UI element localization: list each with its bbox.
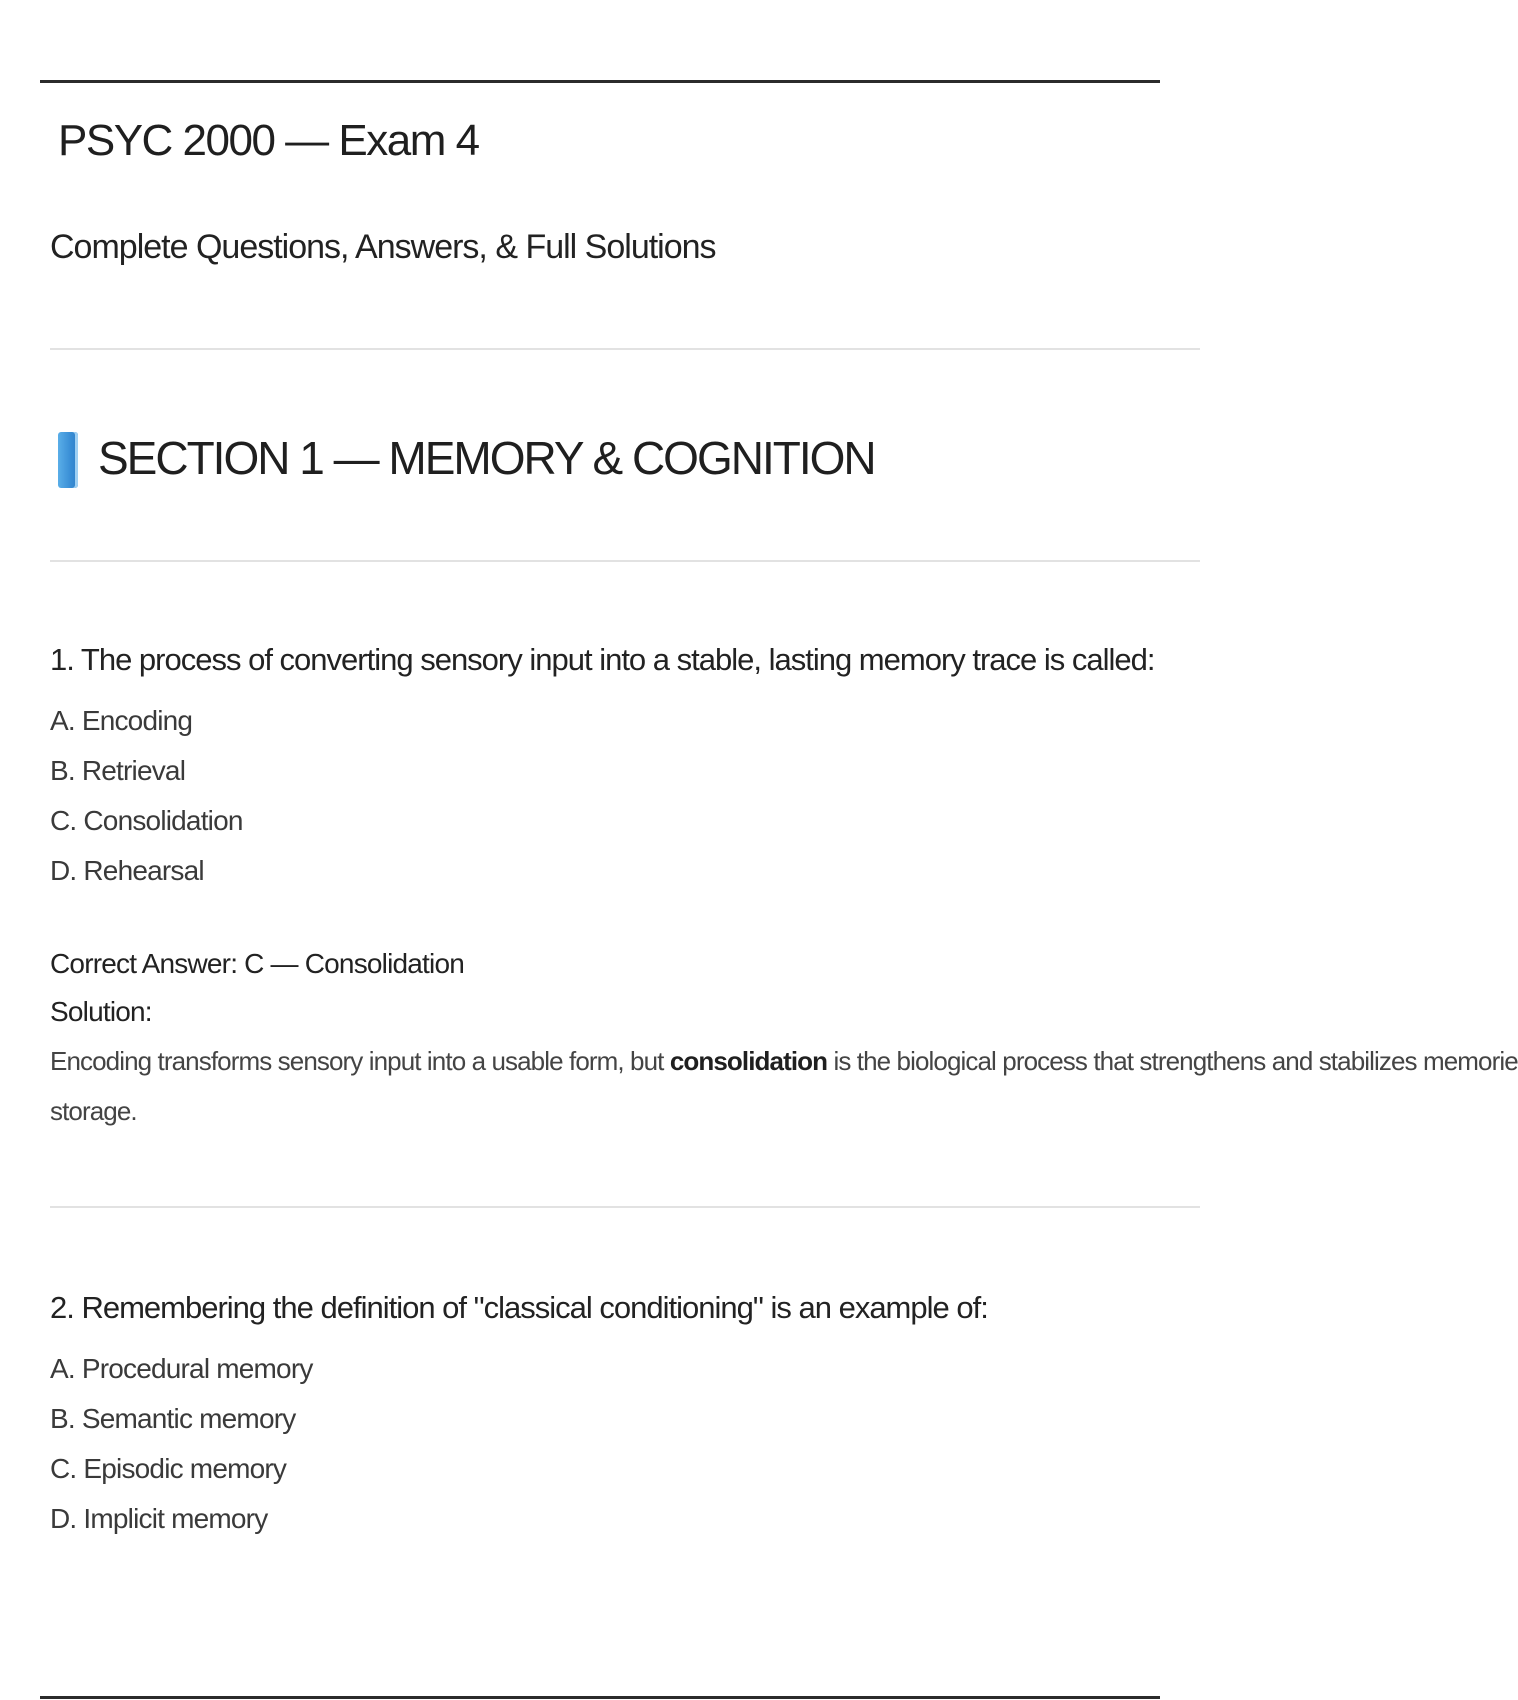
option-c: C. Episodic memory: [50, 1453, 287, 1484]
solution-text-pre: Encoding transforms sensory input into a usable form, but: [50, 1046, 670, 1076]
section-heading: [58, 430, 875, 486]
divider: [50, 1206, 1200, 1208]
question-2: [50, 1290, 1200, 1544]
solution-text-line-2: storage.: [50, 1096, 137, 1126]
bottom-rule: [40, 1696, 1160, 1699]
option-a: A. Procedural memory: [50, 1353, 313, 1384]
solution-keyword: consolidation: [669, 1046, 828, 1076]
answer-options: [50, 1344, 1200, 1544]
option-d: D. Implicit memory: [50, 1503, 268, 1534]
divider: [50, 348, 1200, 350]
solution-text: [50, 1036, 1518, 1086]
option-b: B. Semantic memory: [50, 1403, 296, 1434]
option-b: B. Retrieval: [50, 755, 186, 786]
book-icon: [58, 432, 78, 488]
answer-options: [50, 696, 1200, 896]
question-text: 2. Remembering the definition of "classical conditioning" is an example of:: [50, 1290, 988, 1325]
document-subtitle: Complete Questions, Answers, & Full Solutions: [50, 228, 716, 266]
option-a: A. Encoding: [50, 705, 193, 736]
solution-text-post: is the biological process that strengthens and stabilizes memorie: [827, 1046, 1518, 1076]
option-c: C. Consolidation: [50, 805, 243, 836]
question-1: [50, 642, 1518, 1136]
top-rule: [40, 80, 1160, 83]
question-text: 1. The process of converting sensory input into a stable, lasting memory trace is called:: [50, 642, 1155, 677]
option-d: D. Rehearsal: [50, 855, 204, 886]
section-title: SECTION 1 — MEMORY & COGNITION: [98, 432, 875, 484]
document-title: PSYC 2000 — Exam 4: [58, 116, 479, 165]
solution-label: Solution:: [50, 996, 152, 1027]
divider: [50, 560, 1200, 562]
answer-block: [50, 940, 1518, 1136]
correct-answer: Correct Answer: C — Consolidation: [50, 948, 464, 979]
